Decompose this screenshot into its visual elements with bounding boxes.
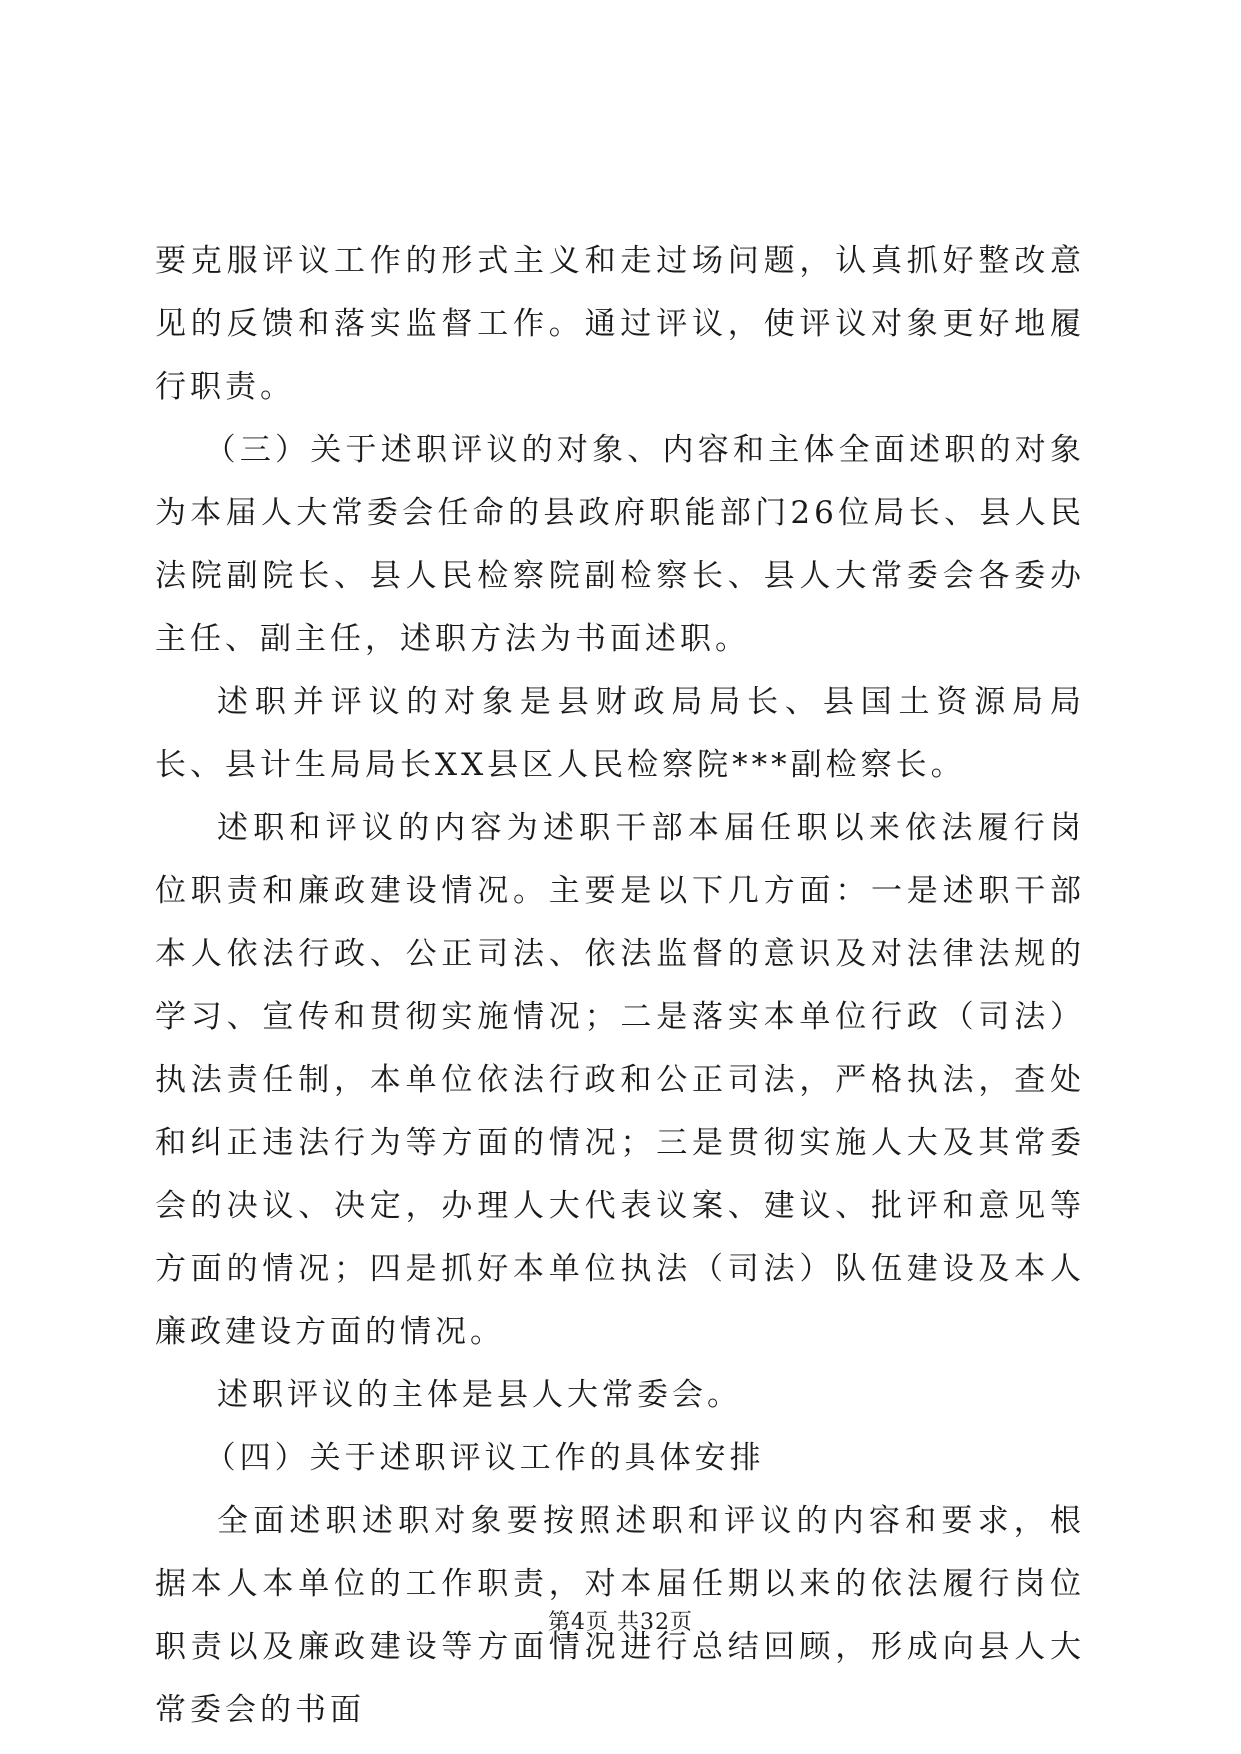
- paragraph-review-content: 述职和评议的内容为述职干部本届任职以来依法履行岗位职责和廉政建设情况。主要是以下几方面：一是述职干部本人依法行政、公正司法、依法监督的意识及对法律法规的学习、宣传和贯彻实施情况；二是落实本单位行政（司法）执法责任制，本单位依法行政和公正司法，严格执法，查处和纠正违法行为等方面的情况；三是贯彻实施人大及其常委会的决议、决定，办理人大代表议案、建议、批评和意见等方面的情况；四是抓好本单位执法（司法）队伍建设及本人廉政建设方面的情况。: [155, 810, 1085, 1350]
- paragraph-continuation: 要克服评议工作的形式主义和走过场问题，认真抓好整改意见的反馈和落实监督工作。通过评议，使评议对象更好地履行职责。: [155, 243, 1085, 405]
- section-heading-four: （四）关于述职评议工作的具体安排: [204, 1440, 765, 1476]
- document-body: [155, 230, 1085, 1742]
- paragraph-full-report: 全面述职述职对象要按照述职和评议的内容和要求，根据本人本单位的工作职责，对本届任期以来的依法履行岗位职责以及廉政建设等方面情况进行总结回顾，形成向县人大常委会的书面: [155, 1503, 1085, 1728]
- page-number-footer: 第4页 共32页: [548, 1610, 693, 1635]
- paragraph-section-three: （三）关于述职评议的对象、内容和主体全面述职的对象为本届人大常委会任命的县政府职能部门26位局长、县人民法院副院长、县人民检察院副检察长、县人大常委会各委办主任、副主任，述职方法为书面述职。: [155, 432, 1085, 657]
- paragraph-review-subject: 述职评议的主体是县人大常委会。: [217, 1377, 742, 1413]
- paragraph-review-targets: 述职并评议的对象是县财政局局长、县国土资源局局长、县计生局局长XX县区人民检察院***副检察长。: [155, 684, 1085, 783]
